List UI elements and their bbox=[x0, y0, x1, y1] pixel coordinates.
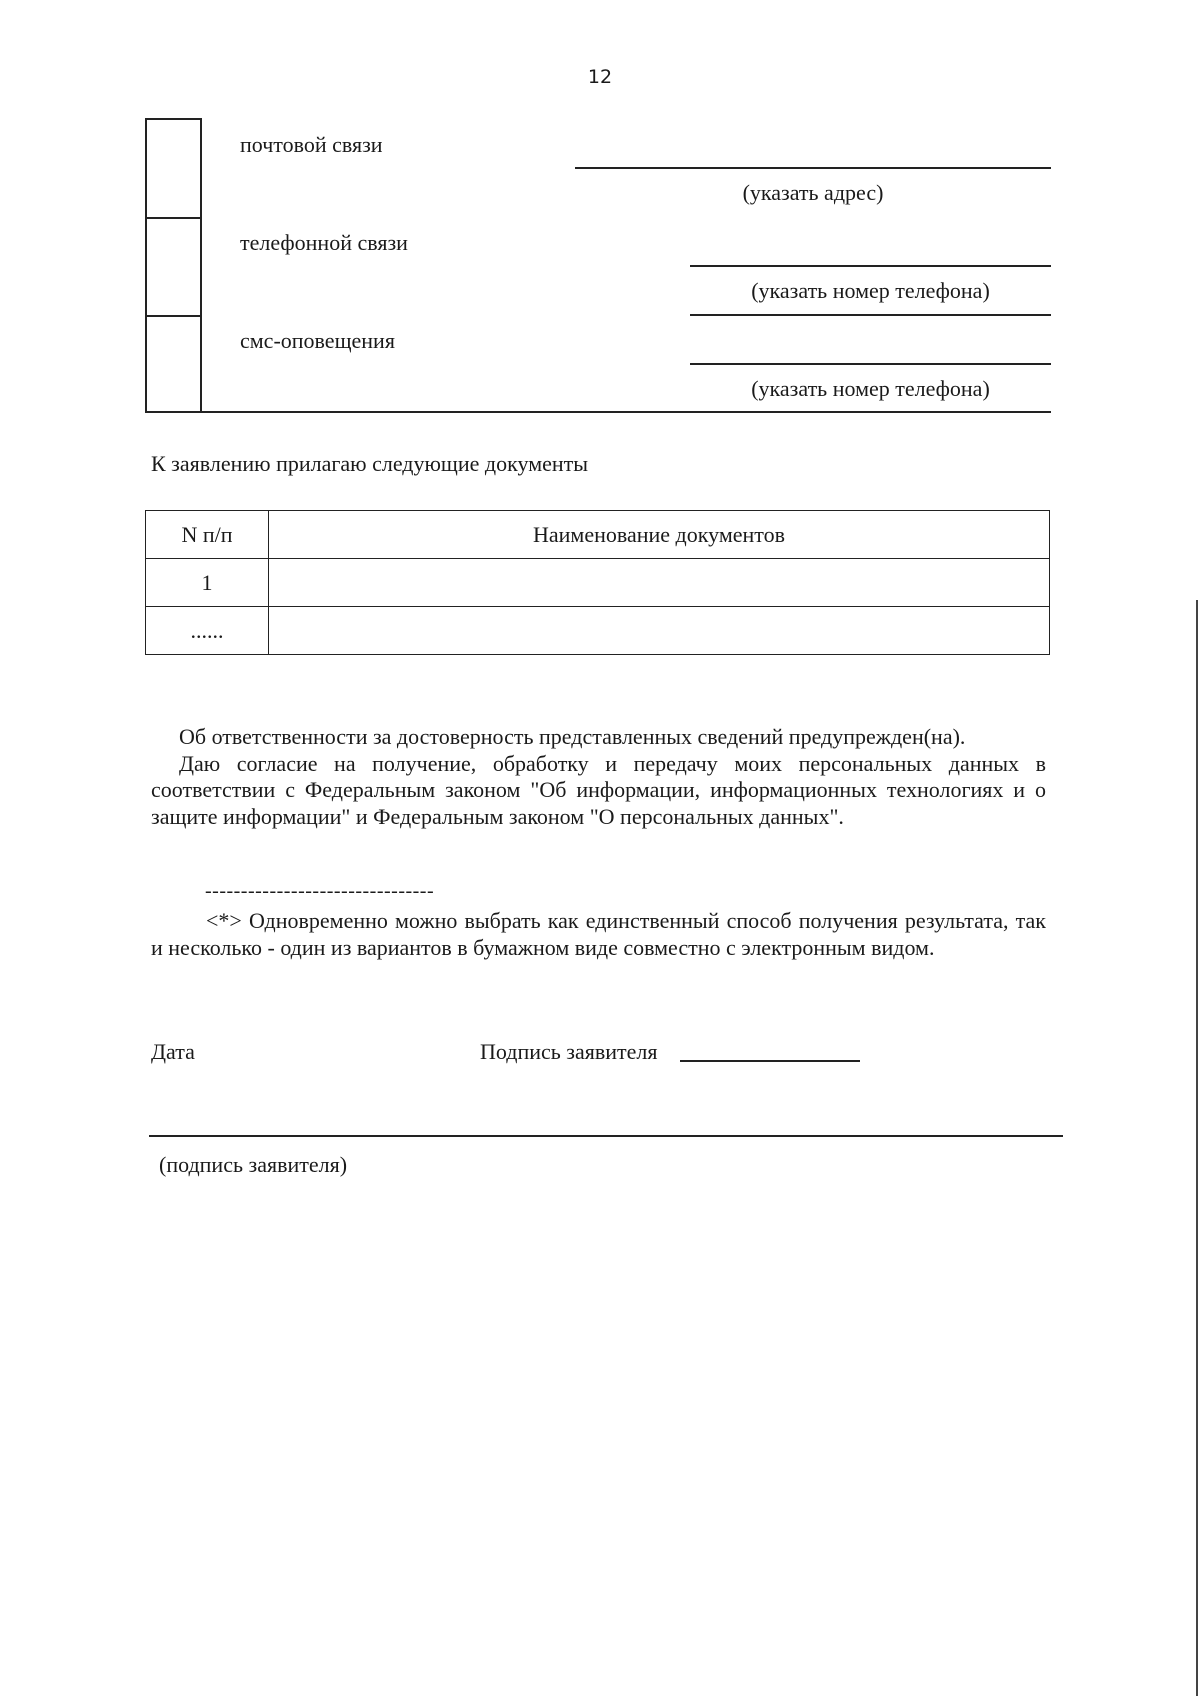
options-bottom-border bbox=[145, 411, 1051, 413]
row-number: 1 bbox=[146, 559, 269, 607]
signature-label: Подпись заявителя bbox=[480, 1039, 658, 1064]
signature-input-line[interactable] bbox=[680, 1060, 860, 1062]
table-row bbox=[146, 559, 1050, 607]
attachments-table bbox=[145, 510, 1050, 655]
option-hint-phone: (указать номер телефона) bbox=[751, 278, 990, 303]
option-hint-sms-phone: (указать номер телефона) bbox=[751, 376, 990, 401]
column-header-document-name: Наименование документов bbox=[269, 511, 1050, 559]
options-checkbox-column-border bbox=[200, 118, 202, 413]
phone-hint-underline bbox=[690, 314, 1051, 316]
option-label-sms: смс-оповещения bbox=[240, 328, 395, 353]
option-label-postal: почтовой связи bbox=[240, 132, 383, 157]
options-row-divider bbox=[145, 315, 201, 317]
footnote-divider: -------------------------------- bbox=[205, 880, 435, 902]
footnote-section bbox=[151, 908, 1046, 961]
options-left-border bbox=[145, 118, 147, 413]
scan-edge-line bbox=[1196, 600, 1198, 1696]
date-label: Дата bbox=[151, 1039, 195, 1064]
table-header-row bbox=[146, 511, 1050, 559]
table-row bbox=[146, 607, 1050, 655]
statements-section bbox=[151, 724, 1046, 830]
signature-caption: (подпись заявителя) bbox=[159, 1152, 348, 1177]
address-input-line[interactable] bbox=[575, 167, 1051, 169]
phone-input-line[interactable] bbox=[690, 265, 1051, 267]
column-header-number: N п/п bbox=[146, 511, 269, 559]
signature-line[interactable] bbox=[149, 1135, 1063, 1137]
document-name-cell[interactable] bbox=[269, 559, 1050, 607]
page-number: 12 bbox=[587, 66, 613, 88]
responsibility-statement: Об ответственности за достоверность представленных сведений предупрежден(на). bbox=[179, 724, 966, 749]
sms-input-line[interactable] bbox=[690, 363, 1051, 365]
row-number: ...... bbox=[146, 607, 269, 655]
option-hint-address: (указать адрес) bbox=[742, 180, 884, 205]
document-name-cell[interactable] bbox=[269, 607, 1050, 655]
options-top-border bbox=[145, 118, 201, 120]
footnote-text: <*> Одновременно можно выбрать как единственный способ получения результата, так и несколько - один из вариантов в бумажном виде совместно с электронным видом. bbox=[151, 908, 1046, 960]
options-row-divider bbox=[145, 217, 201, 219]
option-label-phone: телефонной связи bbox=[240, 230, 408, 255]
consent-statement: Даю согласие на получение, обработку и передачу моих персональных данных в соответствии с Федеральным законом "Об информации, информационных технологиях и о защите информации" и Федеральным законом "О персональных данных". bbox=[151, 750, 1046, 829]
delivery-options-block bbox=[145, 118, 1051, 413]
attachments-title: К заявлению прилагаю следующие документы bbox=[151, 451, 589, 476]
